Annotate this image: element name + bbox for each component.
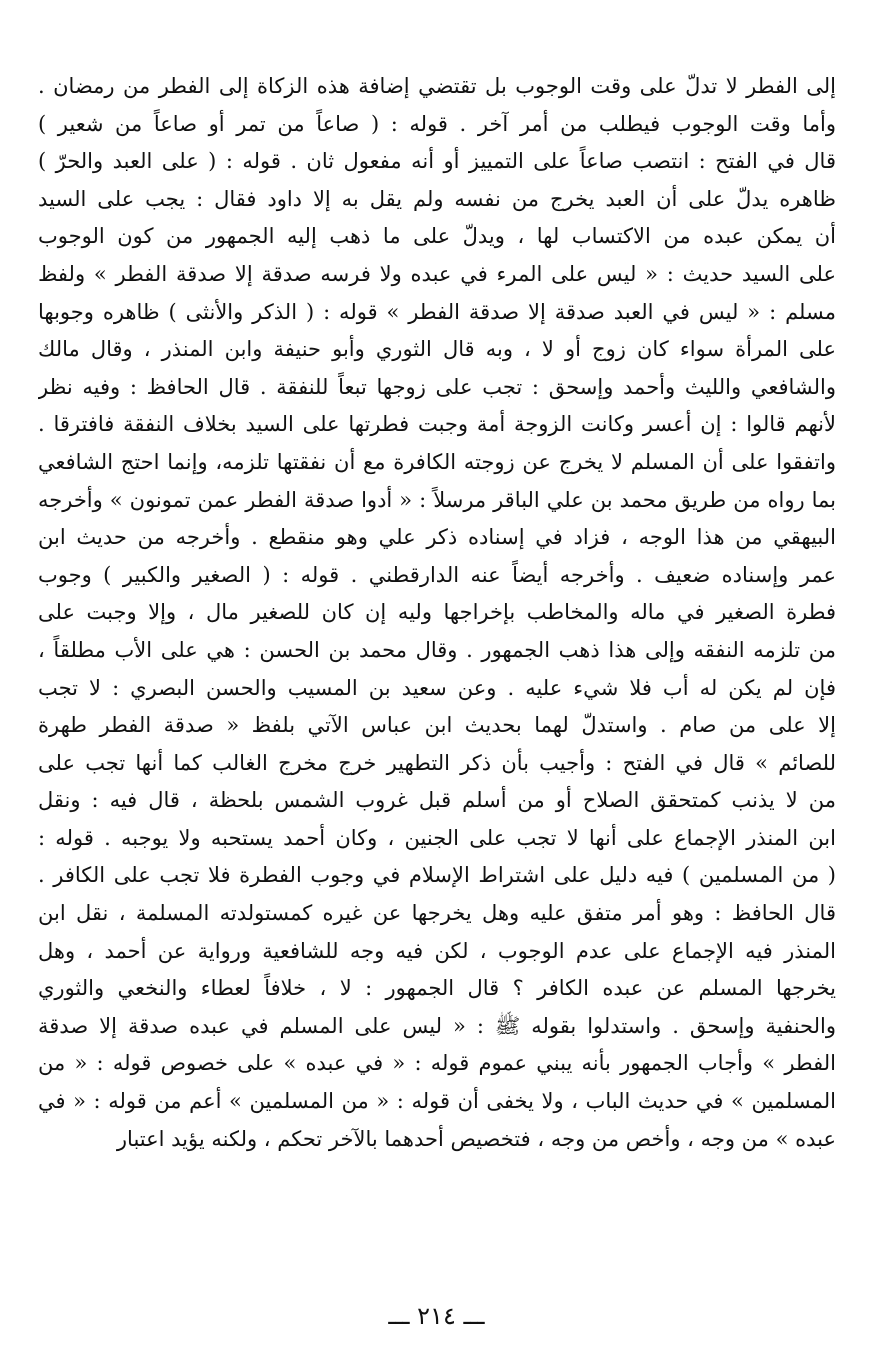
text-line: المسلمين » في حديث الباب ، ولا يخفى أن قوله : « من المسلمين » أعم من قوله : « في [38,1089,836,1114]
body-text [38,68,836,1158]
text-line: ابن المنذر الإجماع على أنها لا تجب على الجنين ، وكان أحمد يستحبه ولا يوجبه . قوله : [38,825,836,850]
text-line: للصائم » قال في الفتح : وأجيب بأن ذكر التطهير خرج مخرج الغالب كما أنها تجب على [38,750,836,775]
text-line: قال في الفتح : انتصب صاعاً على التمييز أو أنه مفعول ثان . قوله : ( على العبد والحرّ ) [38,149,836,174]
text-line: البيهقي من هذا الوجه ، فزاد في إسناده ذكر علي وهو منقطع . وأخرجه من حديث ابن [38,525,836,550]
text-line: فطرة الصغير في ماله والمخاطب بإخراجها وليه إن كان للصغير مال ، وإلا وجبت على [38,600,836,625]
page-number: ـــ ٢١٤ ـــ [388,1302,485,1330]
text-line: أن يمكن عبده من الاكتساب لها ، ويدلّ على ما ذهب إليه الجمهور من كون الوجوب [38,224,836,249]
text-line: مسلم : « ليس في العبد صدقة إلا صدقة الفطر » قوله : ( الذكر والأنثى ) ظاهره وجوبها [38,299,836,324]
text-line: على السيد حديث : « ليس على المرء في عبده ولا فرسه صدقة إلا صدقة الفطر » ولفظ [38,261,836,286]
text-line: ( من المسلمين ) فيه دليل على اشتراط الإسلام في وجوب الفطرة فلا تجب على الكافر . [38,863,836,888]
text-line: والحنفية وإسحق . واستدلوا بقوله ﷺ : « ليس على المسلم في عبده صدقة إلا صدقة [38,1013,836,1038]
text-line: المنذر فيه الإجماع على عدم الوجوب ، لكن فيه وجه للشافعية ورواية عن أحمد ، وهل [38,938,836,963]
text-line: يخرجها المسلم عن عبده الكافر ؟ قال الجمهور : لا ، خلافاً لعطاء والنخعي والثوري [38,976,836,1001]
text-line: عمر وإسناده ضعيف . وأخرجه أيضاً عنه الدارقطني . قوله : ( الصغير والكبير ) وجوب [38,562,836,587]
text-line: إلى الفطر لا تدلّ على وقت الوجوب بل تقتضي إضافة هذه الزكاة إلى الفطر من رمضان . [38,74,836,98]
text-line: واتفقوا على أن المسلم لا يخرج عن زوجته الكافرة مع أن نفقتها تلزمه، وإنما احتج الشافعي [38,449,836,474]
text-line: فإن لم يكن له أب فلا شيء عليه . وعن سعيد بن المسيب والحسن البصري : لا تجب [38,675,836,700]
text-line: بما رواه من طريق محمد بن علي الباقر مرسلاً : « أدوا صدقة الفطر عمن تمونون » وأخرجه [38,487,836,512]
text-line: الفطر » وأجاب الجمهور بأنه يبني عموم قوله : « في عبده » على خصوص قوله : « من [38,1051,836,1076]
text-line: على المرأة سواء كان زوج أو لا ، وبه قال الثوري وأبو حنيفة وابن المنذر ، وقال مالك [38,337,836,362]
text-line: إلا على من صام . واستدلّ لهما بحديث ابن عباس الآتي بلفظ « صدقة الفطر طهرة [38,713,836,738]
text-line: لأنهم قالوا : إن أعسر وكانت الزوجة أمة وجبت فطرتها على السيد بخلاف النفقة فافترقا . [38,412,836,437]
text-line: عبده » من وجه ، وأخص من وجه ، فتخصيص أحدهما بالآخر تحكم ، ولكنه يؤيد اعتبار [116,1126,836,1151]
text-line: ظاهره يدلّ على أن العبد يخرج من نفسه ولم يقل به إلا داود فقال : يجب على السيد [38,186,836,211]
text-line: من تلزمه النفقه وإلى هذا ذهب الجمهور . وقال محمد بن الحسن : هي على الأب مطلقاً ، [38,637,836,662]
text-line: وأما وقت الوجوب فيطلب من أمر آخر . قوله : ( صاعاً من تمر أو صاعاً من شعير ) [38,111,836,136]
text-line: والشافعي والليث وأحمد وإسحق : تجب على زوجها تبعاً للنفقة . قال الحافظ : وفيه نظر [38,374,836,399]
text-line: قال الحافظ : وهو أمر متفق عليه وهل يخرجها عن غيره كمستولدته المسلمة ، نقل ابن [38,901,836,926]
text-line: من لا يذنب كمتحقق الصلاح أو من أسلم قبل غروب الشمس بلحظة ، قال فيه : ونقل [38,788,836,813]
